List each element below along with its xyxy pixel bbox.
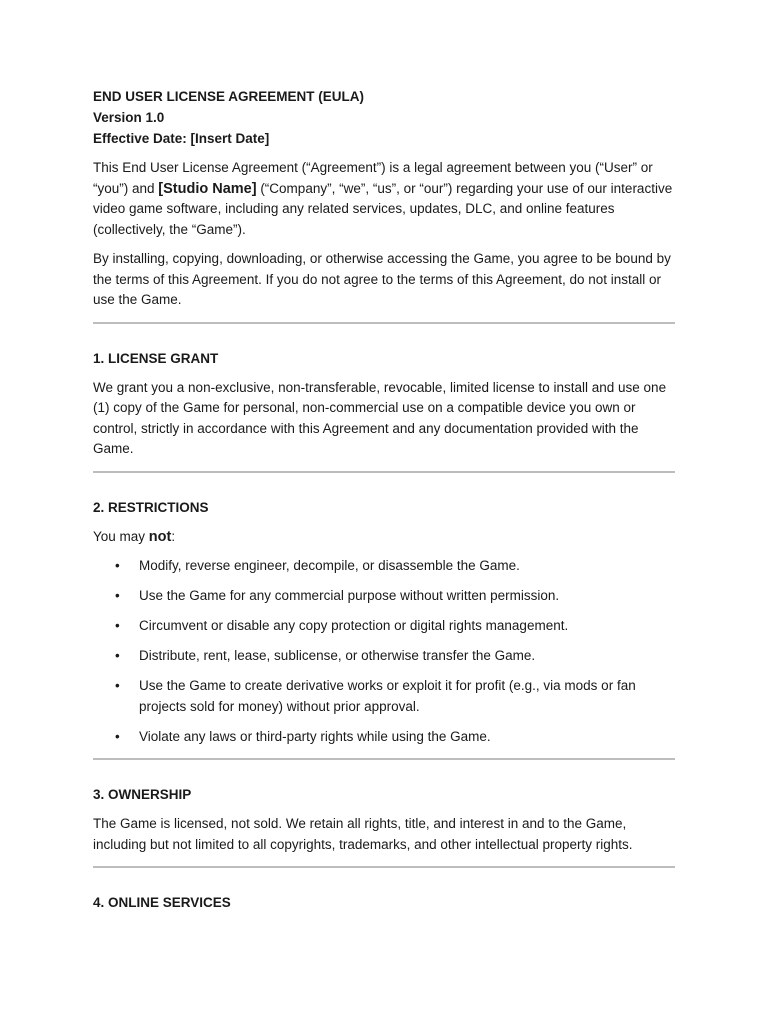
list-item-text: Modify, reverse engineer, decompile, or disassemble the Game. xyxy=(139,558,520,573)
list-item xyxy=(93,586,675,607)
online-services-heading: 4. ONLINE SERVICES xyxy=(93,895,231,910)
license-grant-heading: 1. LICENSE GRANT xyxy=(93,350,219,366)
section-divider xyxy=(93,758,675,760)
section-divider xyxy=(93,322,675,324)
restrictions-lead-text: You may xyxy=(93,528,149,544)
list-item xyxy=(93,616,675,637)
bullet-icon: • xyxy=(115,728,120,744)
list-item xyxy=(93,556,675,577)
document-version: Version 1.0 xyxy=(93,110,165,125)
document-title: END USER LICENSE AGREEMENT (EULA) xyxy=(93,89,365,104)
ownership-heading: 3. OWNERSHIP xyxy=(93,787,192,802)
list-item-text: Use the Game to create derivative works or exploit it for profit (e.g., via mods or fan projects sold for money) without prior approval. xyxy=(139,678,636,714)
section-divider xyxy=(93,471,675,473)
bullet-icon: • xyxy=(115,618,120,633)
list-item-text: Violate any laws or third-party rights while using the Game. xyxy=(139,728,491,744)
list-item xyxy=(93,646,675,667)
studio-name: [Studio Name] xyxy=(158,180,257,197)
list-item-text: Circumvent or disable any copy protection or digital rights management. xyxy=(139,618,569,633)
list-item xyxy=(93,727,675,748)
restrictions-list xyxy=(93,556,675,747)
list-item xyxy=(93,676,675,717)
bullet-icon: • xyxy=(115,588,120,603)
list-item-text: Distribute, rent, lease, sublicense, or otherwise transfer the Game. xyxy=(139,648,536,663)
section-divider xyxy=(93,866,675,868)
restrictions-lead-colon: : xyxy=(171,528,176,544)
license-grant-body: We grant you a non-exclusive, non-transferable, revocable, limited license to install and use one (1) copy of the Game for personal, non-commercial use on a compatible device you own or control, strictly in accordance with this Agreement and any documentation provided with the Game. xyxy=(93,379,667,456)
intro-paragraph-2: By installing, copying, downloading, or otherwise accessing the Game, you agree to be bound by the terms of this Agreement. If you do not agree to the terms of this Agreement, do not install or use the Game. xyxy=(93,251,671,307)
restrictions-heading: 2. RESTRICTIONS xyxy=(93,499,209,515)
list-item-text: Use the Game for any commercial purpose without written permission. xyxy=(139,588,560,603)
restrictions-lead xyxy=(93,527,675,548)
effective-date: Effective Date: [Insert Date] xyxy=(93,131,270,146)
document-header xyxy=(93,86,675,149)
intro-paragraph-1 xyxy=(93,158,675,240)
ownership-body: The Game is licensed, not sold. We retain all rights, title, and interest in and to the Game, including but not limited to all copyrights, trademarks, and other intellectual property rights. xyxy=(93,816,633,852)
restrictions-lead-emphasis: not xyxy=(148,528,172,545)
intro-text-start: This End User License Agreement (“Agreement”) is a legal agreement between you (“User” or “you”) and xyxy=(93,160,653,196)
intro-text-end: (“Company”, “we”, “us”, or “our”) regarding your use of our interactive video game software, including any related services, updates, DLC, and online features (collectively, the “Game”). xyxy=(93,180,673,237)
eula-document xyxy=(93,86,675,912)
bullet-icon: • xyxy=(115,648,120,663)
bullet-icon: • xyxy=(115,678,120,693)
bullet-icon: • xyxy=(115,558,120,573)
